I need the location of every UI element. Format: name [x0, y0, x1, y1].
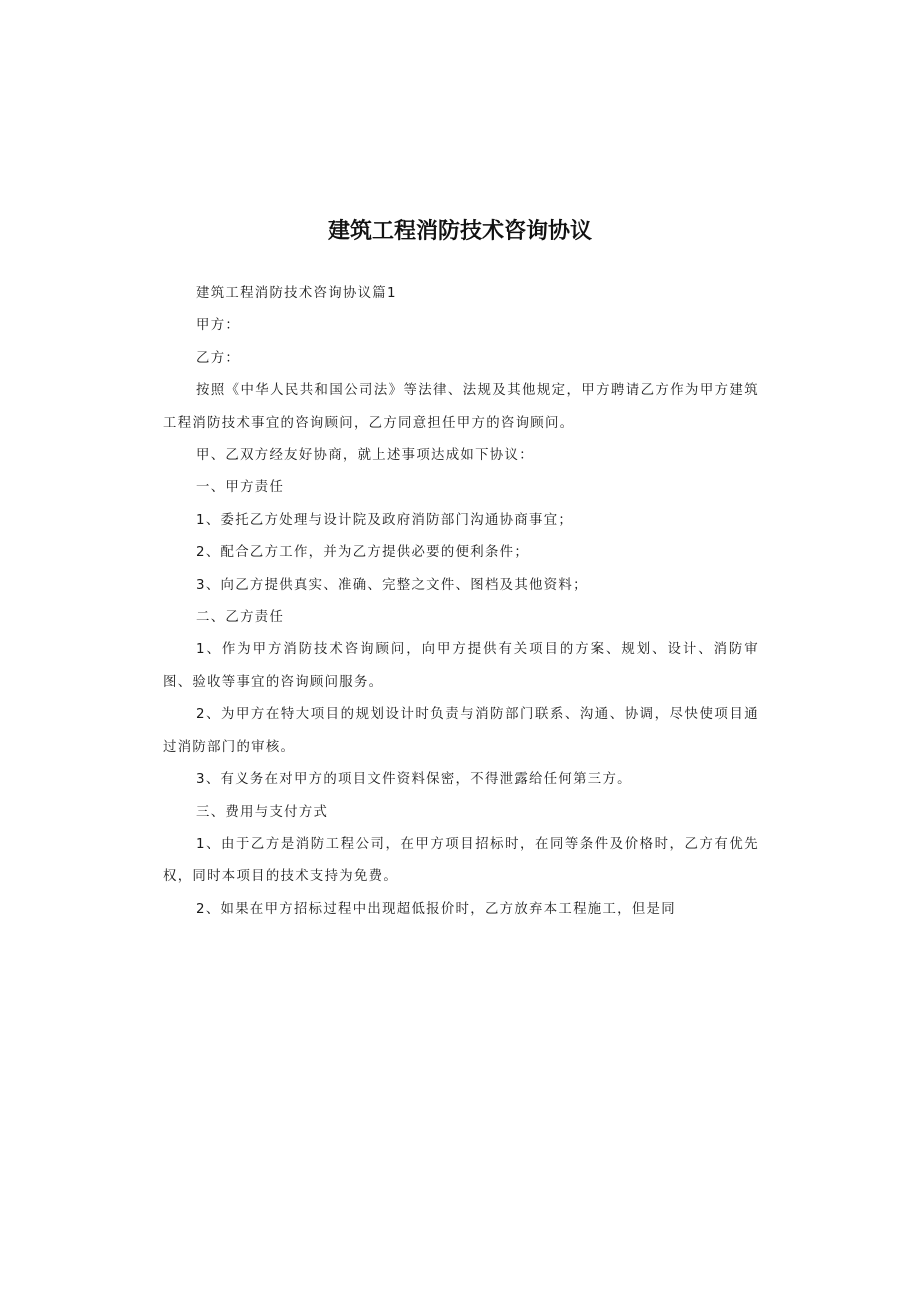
intro-paragraph: 按照《中华人民共和国公司法》等法律、法规及其他规定，甲方聘请乙方作为甲方建筑工程消防技术事宜的咨询顾问，乙方同意担任甲方的咨询顾问。	[163, 383, 759, 431]
clause-item: 1、由于乙方是消防工程公司，在甲方项目招标时，在同等条件及价格时，乙方有优先权，同时本项目的技术支持为免费。	[163, 836, 759, 885]
clause-heading: 二、乙方责任	[196, 610, 285, 626]
clause-item: 3、向乙方提供真实、准确、完整之文件、图档及其他资料；	[196, 577, 588, 593]
agreement-paragraph: 甲、乙双方经友好协商，就上述事项达成如下协议：	[196, 448, 534, 464]
clause-item: 1、作为甲方消防技术咨询顾问，向甲方提供有关项目的方案、规划、设计、消防审图、验收等事宜的咨询顾问服务。	[163, 642, 759, 690]
party-a-label: 甲方：	[196, 318, 241, 334]
document-body	[163, 278, 759, 926]
clause-item: 2、如果在甲方招标过程中出现超低报价时，乙方放弃本工程施工，但是同	[196, 901, 676, 917]
clause-item: 2、配合乙方工作，并为乙方提供必要的便利条件；	[196, 545, 530, 561]
section-heading: 建筑工程消防技术咨询协议篇1	[196, 286, 397, 301]
clause-item: 1、委托乙方处理与设计院及政府消防部门沟通协商事宜；	[196, 512, 574, 528]
clause-item: 3、有义务在对甲方的项目文件资料保密，不得泄露给任何第三方。	[196, 772, 632, 788]
document-title: 建筑工程消防技术咨询协议	[327, 219, 592, 244]
clause-heading: 一、甲方责任	[196, 480, 285, 496]
party-b-label: 乙方：	[196, 350, 241, 366]
clause-heading: 三、费用与支付方式	[196, 804, 329, 820]
clause-item: 2、为甲方在特大项目的规划设计时负责与消防部门联系、沟通、协调，尽快使项目通过消防部门的审核。	[163, 707, 759, 755]
